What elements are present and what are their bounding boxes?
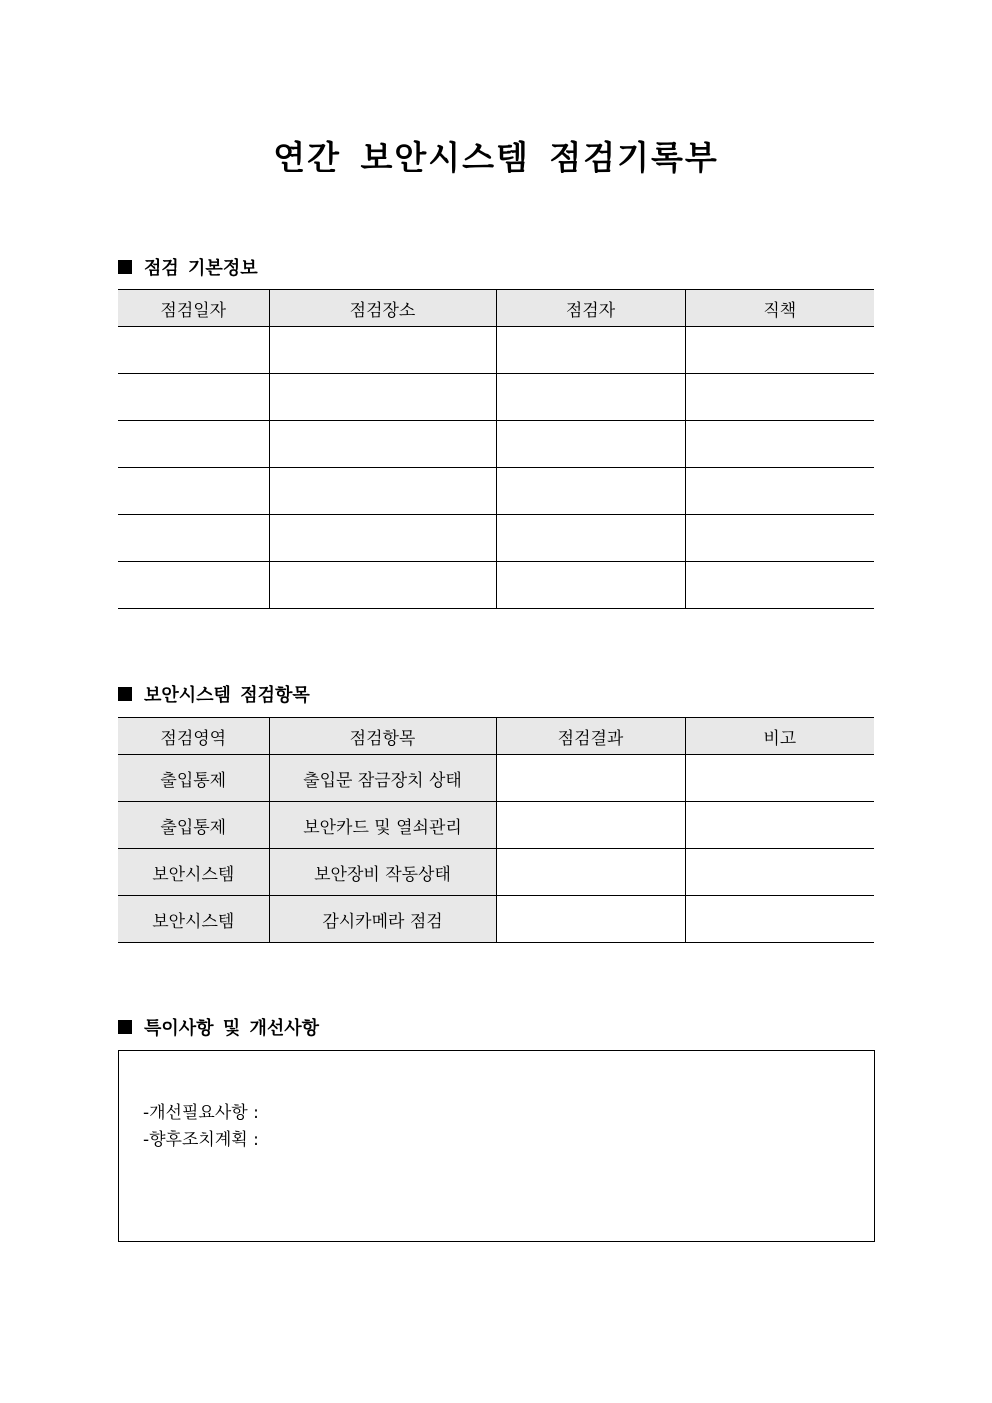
bullet-square-icon xyxy=(118,687,132,701)
table-cell[interactable] xyxy=(496,468,685,515)
table-cell[interactable] xyxy=(496,374,685,421)
check-result-cell[interactable] xyxy=(496,849,685,896)
remarks-box[interactable] xyxy=(118,1050,875,1242)
improvement-needed-line: -개선필요사항 : xyxy=(143,1103,259,1123)
column-header: 직책 xyxy=(685,290,874,327)
page-title: 연간 보안시스템 점검기록부 xyxy=(273,138,719,177)
column-header: 비고 xyxy=(685,718,874,755)
section-heading-label: 특이사항 및 개선사항 xyxy=(144,1018,320,1039)
remark-cell[interactable] xyxy=(685,896,874,943)
check-result-cell[interactable] xyxy=(496,755,685,802)
column-header: 점검결과 xyxy=(496,718,685,755)
check-area-cell: 출입통제 xyxy=(118,802,269,849)
section-heading-basic-info xyxy=(118,254,258,280)
table-cell[interactable] xyxy=(269,374,496,421)
table-cell[interactable] xyxy=(118,421,269,468)
basic-info-table xyxy=(118,289,874,609)
section-heading-label: 보안시스템 점검항목 xyxy=(144,685,310,706)
check-area-cell: 보안시스템 xyxy=(118,896,269,943)
table-cell[interactable] xyxy=(269,468,496,515)
table-cell[interactable] xyxy=(685,421,874,468)
check-item-cell: 출입문 잠금장치 상태 xyxy=(269,755,496,802)
table-row xyxy=(118,849,874,896)
table-row xyxy=(118,896,874,943)
check-area-cell: 출입통제 xyxy=(118,755,269,802)
table-cell[interactable] xyxy=(685,515,874,562)
check-item-cell: 보안카드 및 열쇠관리 xyxy=(269,802,496,849)
table-cell[interactable] xyxy=(685,562,874,609)
column-header: 점검영역 xyxy=(118,718,269,755)
table-cell[interactable] xyxy=(685,468,874,515)
check-item-cell: 감시카메라 점검 xyxy=(269,896,496,943)
table-cell[interactable] xyxy=(118,515,269,562)
check-result-cell[interactable] xyxy=(496,896,685,943)
remark-cell[interactable] xyxy=(685,802,874,849)
table-header-row xyxy=(118,290,874,327)
table-cell[interactable] xyxy=(685,327,874,374)
column-header: 점검일자 xyxy=(118,290,269,327)
table-cell[interactable] xyxy=(496,327,685,374)
table-cell[interactable] xyxy=(496,515,685,562)
table-cell[interactable] xyxy=(269,327,496,374)
table-cell[interactable] xyxy=(118,374,269,421)
remark-cell[interactable] xyxy=(685,849,874,896)
table-row xyxy=(118,327,874,374)
section-heading-remarks xyxy=(118,1014,319,1040)
table-cell[interactable] xyxy=(269,421,496,468)
bullet-square-icon xyxy=(118,260,132,274)
bullet-square-icon xyxy=(118,1020,132,1034)
section-heading-check-items xyxy=(118,681,310,707)
table-row xyxy=(118,802,874,849)
section-heading-label: 점검 기본정보 xyxy=(144,258,258,279)
table-row xyxy=(118,562,874,609)
check-area-cell: 보안시스템 xyxy=(118,849,269,896)
column-header: 점검장소 xyxy=(269,290,496,327)
column-header: 점검자 xyxy=(496,290,685,327)
check-items-table xyxy=(118,717,874,943)
check-item-cell: 보안장비 작동상태 xyxy=(269,849,496,896)
table-cell[interactable] xyxy=(269,515,496,562)
table-cell[interactable] xyxy=(685,374,874,421)
check-result-cell[interactable] xyxy=(496,802,685,849)
table-header-row xyxy=(118,718,874,755)
table-row xyxy=(118,421,874,468)
table-row xyxy=(118,374,874,421)
table-cell[interactable] xyxy=(118,562,269,609)
column-header: 점검항목 xyxy=(269,718,496,755)
table-cell[interactable] xyxy=(496,421,685,468)
table-row xyxy=(118,468,874,515)
table-cell[interactable] xyxy=(269,562,496,609)
table-row xyxy=(118,515,874,562)
table-row xyxy=(118,755,874,802)
remark-cell[interactable] xyxy=(685,755,874,802)
table-cell[interactable] xyxy=(496,562,685,609)
table-cell[interactable] xyxy=(118,468,269,515)
follow-up-plan-line: -향후조치계획 : xyxy=(143,1130,259,1150)
table-cell[interactable] xyxy=(118,327,269,374)
